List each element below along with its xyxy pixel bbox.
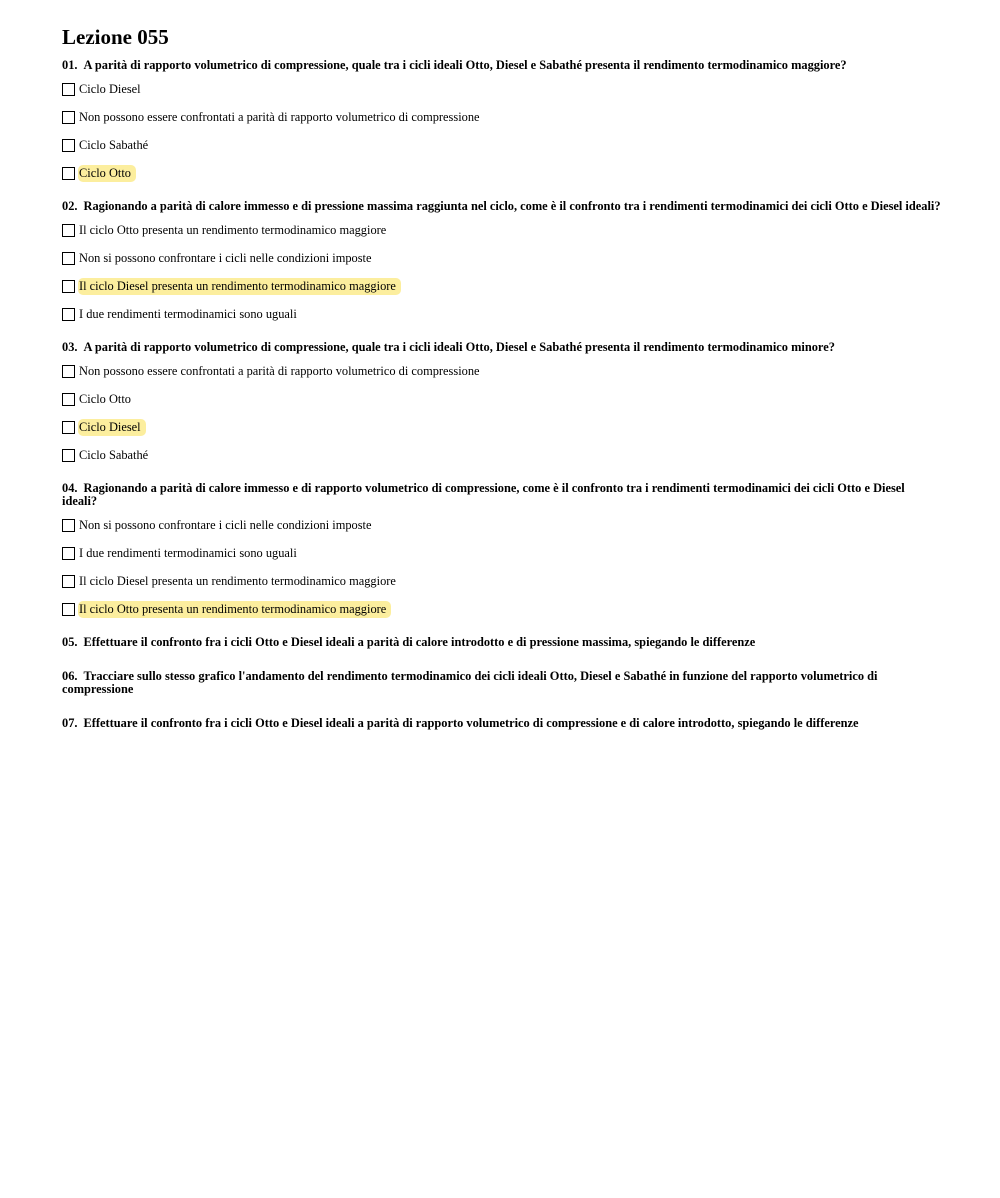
answer-option[interactable]: [62, 601, 942, 618]
question-number: 06.: [62, 669, 78, 683]
question-body: Effettuare il confronto fra i cicli Otto e Diesel ideali a parità di calore introdotto e di pressione massima, spiegando le differenze: [83, 635, 756, 649]
answer-option[interactable]: [62, 222, 942, 239]
answer-checkbox[interactable]: [62, 365, 75, 378]
answer-option[interactable]: [62, 250, 942, 267]
answer-label: Non si possono confrontare i cicli nelle condizioni imposte: [79, 251, 372, 265]
question-number: 03.: [62, 340, 78, 354]
question-number: 07.: [62, 716, 78, 730]
question-body: A parità di rapporto volumetrico di compressione, quale tra i cicli ideali Otto, Diesel e Sabathé presenta il rendimento termodinamico maggiore?: [83, 58, 847, 72]
question-body: Effettuare il confronto fra i cicli Otto e Diesel ideali a parità di rapporto volumetrico di compressione e di calore introdotto, spiegando le differenze: [83, 716, 859, 730]
question-body: Ragionando a parità di calore immesso e di rapporto volumetrico di compressione, come è il confronto tra i rendimenti termodinamici dei cicli Otto e Diesel ideali?: [62, 481, 905, 508]
answer-option[interactable]: [62, 517, 942, 534]
answer-checkbox[interactable]: [62, 139, 75, 152]
answer-checkbox[interactable]: [62, 224, 75, 237]
answer-option[interactable]: [62, 573, 942, 590]
question-number: 01.: [62, 58, 78, 72]
answer-option[interactable]: [62, 306, 942, 323]
answer-label: Il ciclo Diesel presenta un rendimento termodinamico maggiore: [79, 574, 396, 588]
answer-checkbox[interactable]: [62, 519, 75, 532]
open-question-list: [62, 636, 942, 730]
question-number: 04.: [62, 481, 78, 495]
answer-label: Il ciclo Otto presenta un rendimento termodinamico maggiore: [79, 223, 387, 237]
question-3: [62, 341, 942, 464]
answer-label: Non possono essere confrontati a parità di rapporto volumetrico di compressione: [79, 110, 480, 124]
answer-label: I due rendimenti termodinamici sono uguali: [79, 307, 297, 321]
answer-option[interactable]: [62, 419, 942, 436]
question-body: A parità di rapporto volumetrico di compressione, quale tra i cicli ideali Otto, Diesel e Sabathé presenta il rendimento termodinamico minore?: [83, 340, 835, 354]
question-1: [62, 59, 942, 182]
answer-label-highlighted: Il ciclo Diesel presenta un rendimento termodinamico maggiore: [78, 278, 401, 295]
answer-checkbox[interactable]: [62, 280, 75, 293]
open-question-5: [62, 636, 942, 649]
answer-option[interactable]: [62, 165, 942, 182]
answer-checkbox[interactable]: [62, 575, 75, 588]
answer-label-highlighted: Ciclo Diesel: [78, 419, 146, 436]
answer-checkbox[interactable]: [62, 167, 75, 180]
answer-checkbox[interactable]: [62, 83, 75, 96]
question-text: [62, 341, 942, 354]
question-list: [62, 59, 942, 618]
answer-option[interactable]: [62, 137, 942, 154]
question-number: 05.: [62, 635, 78, 649]
question-number: 02.: [62, 199, 78, 213]
answer-checkbox[interactable]: [62, 393, 75, 406]
answer-checkbox[interactable]: [62, 252, 75, 265]
answer-label-highlighted: Ciclo Otto: [78, 165, 136, 182]
answer-label: Ciclo Sabathé: [79, 138, 149, 152]
question-text: [62, 200, 942, 213]
answer-label: Ciclo Otto: [79, 392, 131, 406]
question-body: Ragionando a parità di calore immesso e di pressione massima raggiunta nel ciclo, come è il confronto tra i rendimenti termodinamici dei cicli Otto e Diesel ideali?: [83, 199, 941, 213]
question-4: [62, 482, 942, 618]
open-question-6: [62, 670, 942, 696]
answer-label: Non possono essere confrontati a parità di rapporto volumetrico di compressione: [79, 364, 480, 378]
lesson-title: Lezione 055: [62, 25, 169, 49]
answer-checkbox[interactable]: [62, 603, 75, 616]
answer-label: I due rendimenti termodinamici sono uguali: [79, 546, 297, 560]
answer-label-highlighted: Il ciclo Otto presenta un rendimento termodinamico maggiore: [78, 601, 391, 618]
answer-option[interactable]: [62, 363, 942, 380]
question-body: Tracciare sullo stesso grafico l'andamento del rendimento termodinamico dei cicli ideali Otto, Diesel e Sabathé in funzione del rapporto volumetrico di compressione: [62, 669, 878, 696]
answer-checkbox[interactable]: [62, 449, 75, 462]
question-text: [62, 59, 942, 72]
answer-option[interactable]: [62, 109, 942, 126]
answer-option[interactable]: [62, 278, 942, 295]
question-2: [62, 200, 942, 323]
open-question-7: [62, 717, 942, 730]
answer-option[interactable]: [62, 447, 942, 464]
answer-checkbox[interactable]: [62, 421, 75, 434]
document-page: [62, 24, 942, 751]
answer-checkbox[interactable]: [62, 308, 75, 321]
answer-checkbox[interactable]: [62, 547, 75, 560]
answer-label: Ciclo Diesel: [79, 82, 141, 96]
answer-option[interactable]: [62, 391, 942, 408]
answer-label: Non si possono confrontare i cicli nelle condizioni imposte: [79, 518, 372, 532]
answer-option[interactable]: [62, 81, 942, 98]
answer-label: Ciclo Sabathé: [79, 448, 149, 462]
question-text: [62, 482, 942, 508]
answer-option[interactable]: [62, 545, 942, 562]
answer-checkbox[interactable]: [62, 111, 75, 124]
